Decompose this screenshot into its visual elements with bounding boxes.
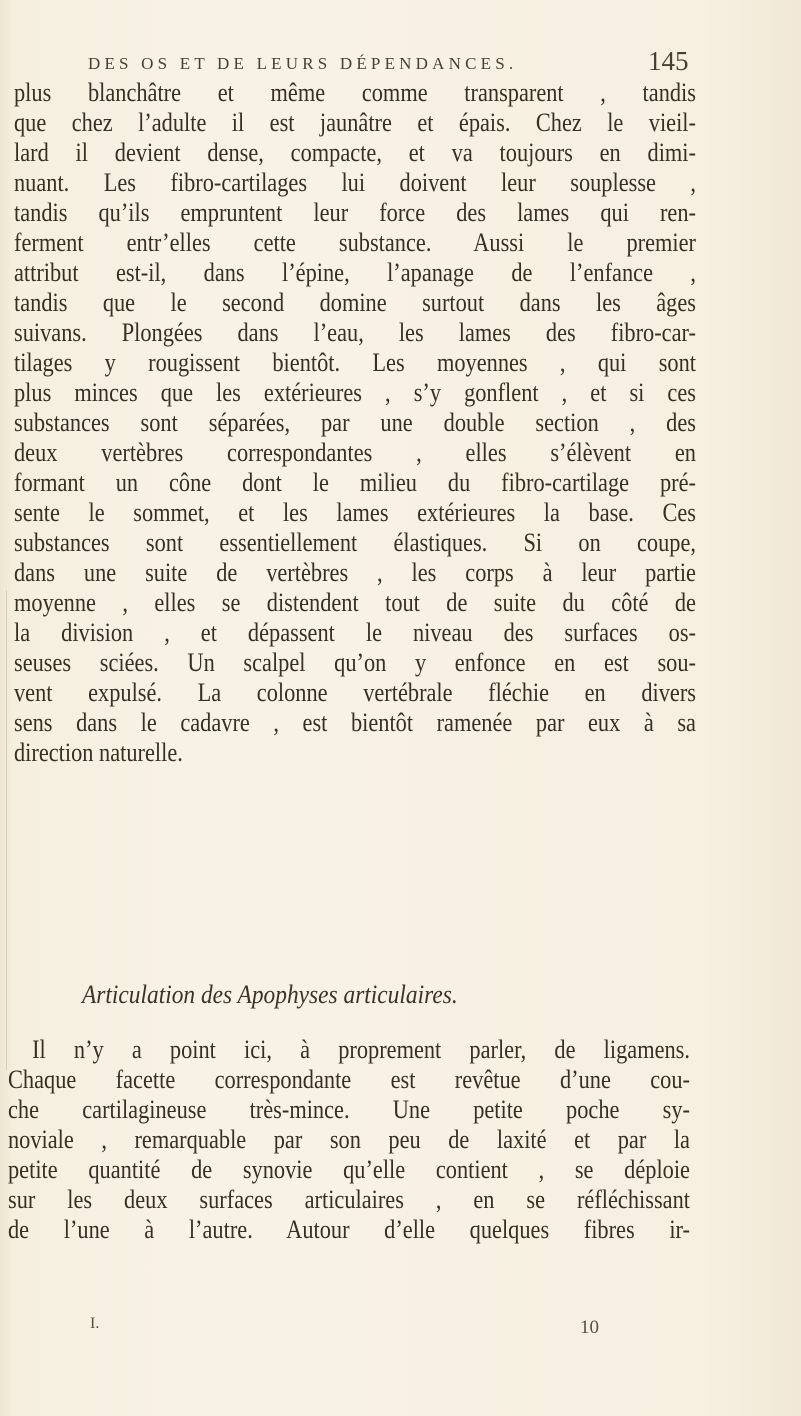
text-line: tandis qu’ils empruntent leur force des lames qui ren-	[14, 198, 696, 227]
text-line: formant un cône dont le milieu du fibro-cartilage pré-	[14, 468, 696, 497]
running-title: DES OS ET DE LEURS DÉPENDANCES.	[88, 54, 518, 73]
text-line: substances sont séparées, par une double section , des	[14, 408, 696, 437]
text-line: petite quantité de synovie qu’elle contient , se déploie	[8, 1155, 690, 1184]
running-head	[88, 46, 688, 82]
text-line: plus minces que les extérieures , s’y gonflent , et si ces	[14, 378, 696, 407]
page-edge-rule	[6, 590, 7, 1070]
text-line: vent expulsé. La colonne vertébrale fléchie en divers	[14, 678, 696, 707]
text-line: plus blanchâtre et même comme transparent , tandis	[14, 78, 696, 107]
text-line: lard il devient dense, compacte, et va toujours en dimi-	[14, 138, 696, 167]
page-number: 145	[648, 46, 689, 76]
text-line: direction naturelle.	[14, 738, 183, 767]
text-line: attribut est-il, dans l’épine, l’apanage de l’enfance ,	[14, 258, 696, 287]
signature-folio: 10	[580, 1317, 599, 1338]
paragraph-body-2	[8, 1035, 698, 1245]
text-line: nuant. Les fibro-cartilages lui doivent leur souplesse ,	[14, 168, 696, 197]
text-line: sur les deux surfaces articulaires , en se réfléchissant	[8, 1185, 690, 1214]
section-heading: Articulation des Apophyses articulaires.	[82, 980, 458, 1009]
text-line: seuses sciées. Un scalpel qu’on y enfonce en est sou-	[14, 648, 696, 677]
text-line: moyenne , elles se distendent tout de suite du côté de	[14, 588, 696, 617]
text-line: dans une suite de vertèbres , les corps à leur partie	[14, 558, 696, 587]
signature-mark: I.	[90, 1315, 100, 1332]
paragraph-body-1	[14, 78, 696, 768]
text-line: substances sont essentiellement élastiques. Si on coupe,	[14, 528, 696, 557]
text-line: de l’une à l’autre. Autour d’elle quelques fibres ir-	[8, 1215, 690, 1244]
text-line: sens dans le cadavre , est bientôt ramenée par eux à sa	[14, 708, 696, 737]
text-line: deux vertèbres correspondantes , elles s’élèvent en	[14, 438, 696, 467]
text-line: la division , et dépassent le niveau des surfaces os-	[14, 618, 696, 647]
text-line: suivans. Plongées dans l’eau, les lames des fibro-car-	[14, 318, 696, 347]
text-line: ferment entr’elles cette substance. Aussi le premier	[14, 228, 696, 257]
text-line: tandis que le second domine surtout dans les âges	[14, 288, 696, 317]
text-line: tilages y rougissent bientôt. Les moyennes , qui sont	[14, 348, 696, 377]
text-line: que chez l’adulte il est jaunâtre et épais. Chez le vieil-	[14, 108, 696, 137]
text-line: Chaque facette correspondante est revêtue d’une cou-	[8, 1065, 690, 1094]
text-line: che cartilagineuse très-mince. Une petite poche sy-	[8, 1095, 690, 1124]
text-line: noviale , remarquable par son peu de laxité et par la	[8, 1125, 690, 1154]
page-footer	[0, 1315, 801, 1345]
text-line: sente le sommet, et les lames extérieures la base. Ces	[14, 498, 696, 527]
text-line: Il n’y a point ici, à proprement parler, de ligamens.	[32, 1035, 690, 1064]
